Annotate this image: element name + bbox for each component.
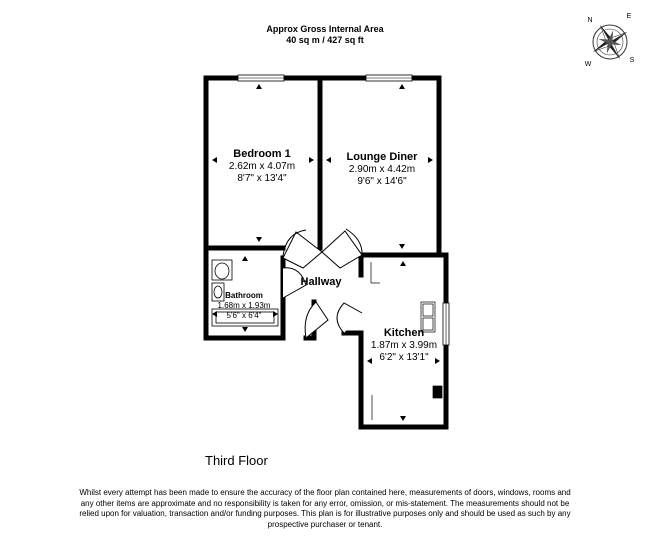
bedroom-imperial: 8'7" x 13'4" [237,173,287,184]
bathroom-metric: 1.68m x 1.93m [217,301,271,310]
lounge-name: Lounge Diner [346,151,418,163]
compass-s: S [629,57,635,64]
gross-area-title: Approx Gross Internal Area [266,24,384,34]
kitchen-imperial: 6'2" x 13'1" [379,352,429,363]
bedroom-metric: 2.62m x 4.07m [228,161,296,172]
bathroom-imperial: 5'6" x 6'4" [226,311,262,320]
compass-n: N [587,17,593,24]
compass-rose-icon [584,13,636,68]
bedroom-name: Bedroom 1 [233,148,291,160]
kitchen-name: Kitchen [383,327,425,339]
hallway-name: Hallway [300,276,342,288]
lounge-metric: 2.90m x 4.42m [348,164,416,175]
disclaimer: Whilst every attempt has been made to ensure the accuracy of the floor plan contained here, measurements of doors, windows, rooms and any other items are approximate and no responsibility is taken for any error, omission, or mis-statement. The measurements should not be relied upon for valuation, transaction and/or funding purposes. This plan is for illustrative purposes only and should be used as such by any prospective purchaser or tenant. [79,488,571,529]
gross-area-value: 40 sq m / 427 sq ft [286,35,364,45]
compass-e: E [626,13,632,20]
lounge-imperial: 9'6" x 14'6" [357,176,407,187]
kitchen-metric: 1.87m x 3.99m [370,340,438,351]
bathroom-name: Bathroom [225,291,263,300]
compass-w: W [584,61,592,68]
floor-label: Third Floor [205,453,268,468]
